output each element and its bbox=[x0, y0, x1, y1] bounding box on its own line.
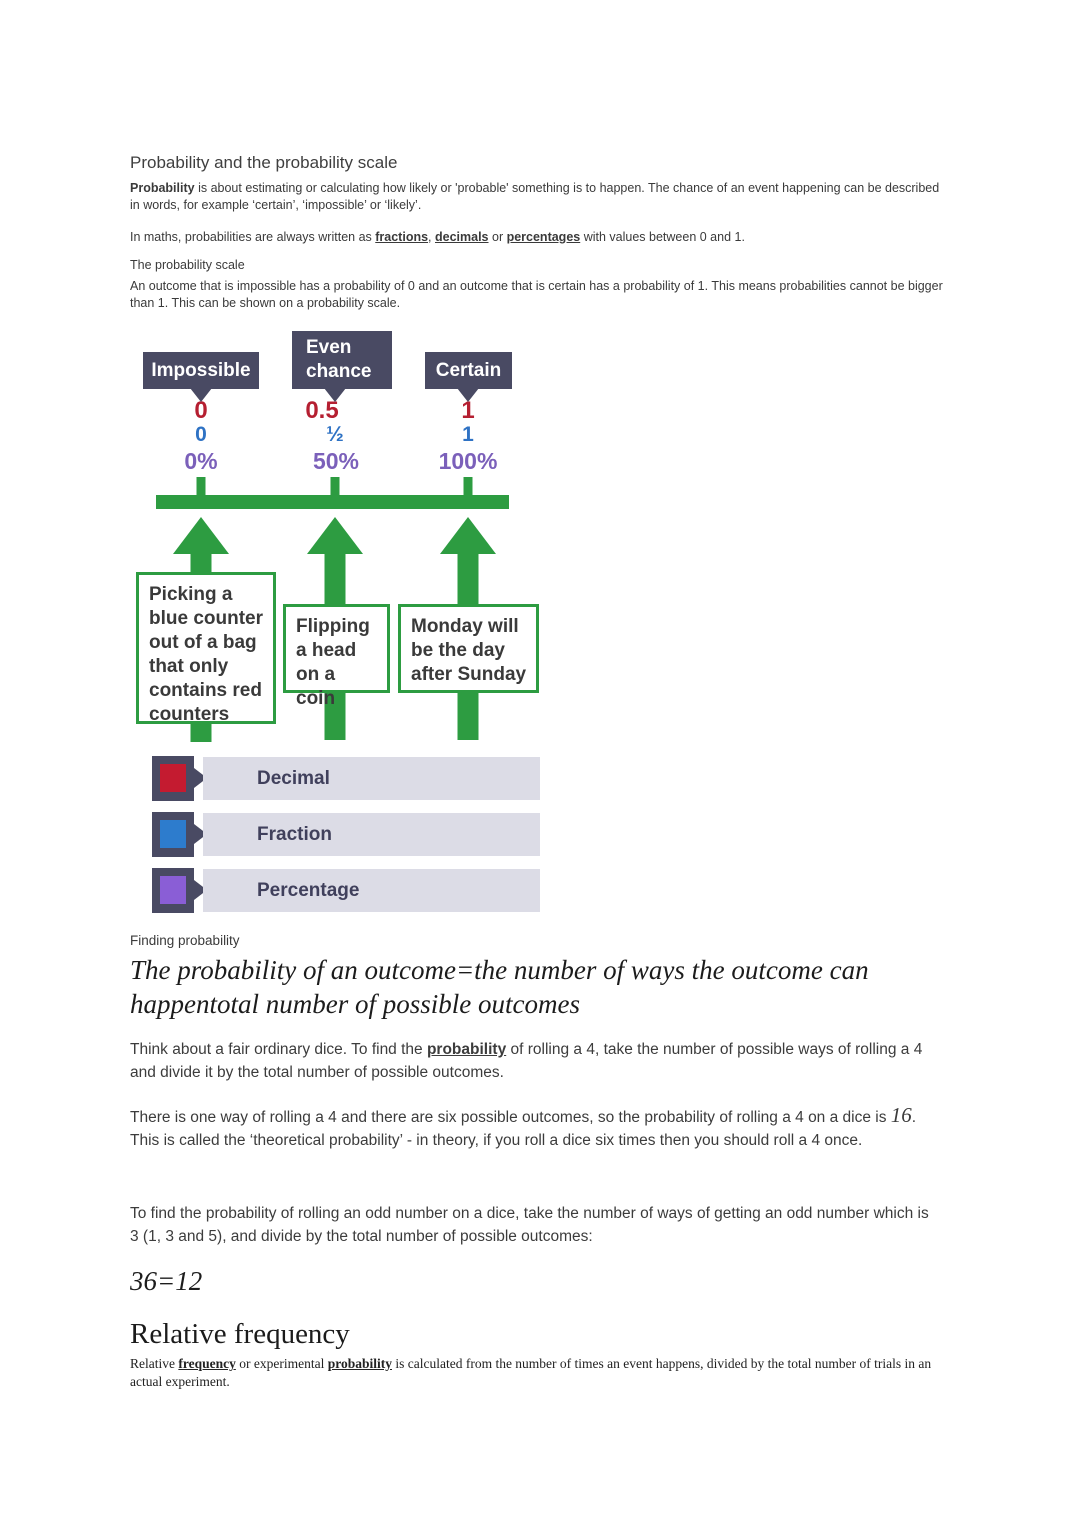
legend-bar bbox=[203, 813, 540, 856]
think-paragraph bbox=[130, 1038, 935, 1084]
decimals-link[interactable]: decimals bbox=[435, 230, 489, 244]
think-text: of rolling a 4, take the number of possible ways of rolling a 4 and divide it by the total number of possible outcomes. bbox=[130, 1041, 923, 1081]
scale-bar bbox=[156, 495, 509, 509]
odd-number-paragraph: To find the probability of rolling an odd number on a dice, take the number of ways of getting an odd number which is 3 (1, 3 and 5), and divide by the total number of possible outcomes: bbox=[130, 1205, 929, 1245]
percentages-link[interactable]: percentages bbox=[506, 230, 581, 244]
scale-tick bbox=[464, 477, 473, 497]
percentage-color-chip bbox=[160, 876, 186, 904]
written-as-paragraph bbox=[130, 229, 960, 246]
arrow-up-icon bbox=[440, 517, 496, 554]
relative-frequency-paragraph bbox=[130, 1355, 942, 1391]
probability-formula: The probability of an outcome=the number of ways the outcome can happentotal number of possible outcomes bbox=[130, 955, 869, 1019]
example-box-even-chance: Flipping a head on a coin bbox=[283, 604, 390, 693]
percentage-value: 100% bbox=[438, 448, 498, 474]
scale-tick bbox=[197, 477, 206, 497]
callout-tail-icon bbox=[457, 388, 479, 402]
callout-tail-icon bbox=[324, 388, 346, 402]
fraction-value: 1 bbox=[462, 423, 474, 446]
callout-even-chance: Even chance bbox=[292, 331, 392, 389]
relative-text: or experimental bbox=[235, 1356, 328, 1371]
example-box-impossible: Picking a blue counter out of a bag that only contains red counters bbox=[136, 572, 276, 724]
legend-bar bbox=[203, 869, 540, 912]
scale-paragraph: An outcome that is impossible has a probability of 0 and an outcome that is certain has a probability of 1. This means probabilities cannot be bigger than 1. This can be shown on a probability scale. bbox=[130, 279, 943, 310]
probability-link[interactable]: probability bbox=[426, 1041, 507, 1058]
legend-label-fraction: Fraction bbox=[257, 824, 332, 845]
think-text: Think about a fair ordinary dice. To find the bbox=[130, 1041, 427, 1058]
callout-impossible: Impossible bbox=[143, 352, 259, 389]
intro-text: is about estimating or calculating how likely or 'probable' something is to happen. The chance of an event happening can be described in words, for example ‘certain’, ‘impossible’ or ‘likely’. bbox=[130, 181, 940, 212]
written-as-text: or bbox=[488, 230, 507, 244]
intro-bold-word: Probability bbox=[130, 181, 195, 195]
example-box-certain: Monday will be the day after Sunday bbox=[398, 604, 539, 693]
page-title: Probability and the probability scale bbox=[130, 153, 398, 172]
fraction-value: 0 bbox=[195, 423, 207, 446]
fraction-equation: 36=12 bbox=[130, 1266, 203, 1296]
relative-text: is calculated from the number of times an event happens, divided by the total number of trials in an actual experiment. bbox=[130, 1356, 932, 1389]
relative-frequency-heading: Relative frequency bbox=[130, 1318, 350, 1350]
intro-paragraph bbox=[130, 180, 952, 214]
fraction-one-sixth: 16 bbox=[890, 1103, 912, 1127]
legend-bar bbox=[203, 757, 540, 800]
scale-subheading: The probability scale bbox=[130, 258, 245, 272]
decimal-value: 0.5 bbox=[305, 397, 339, 424]
one-way-text: There is one way of rolling a 4 and there are six possible outcomes, so the probability of rolling a 4 on a dice is bbox=[130, 1109, 891, 1126]
fraction-color-chip bbox=[160, 820, 186, 848]
callout-tail-icon bbox=[190, 388, 212, 402]
fractions-link[interactable]: fractions bbox=[375, 230, 429, 244]
percentage-value: 50% bbox=[312, 448, 360, 474]
legend-label-decimal: Decimal bbox=[257, 768, 330, 789]
decimal-value: 0 bbox=[194, 397, 208, 424]
frequency-link[interactable]: frequency bbox=[178, 1356, 236, 1371]
relative-text: Relative bbox=[130, 1356, 179, 1371]
one-way-text: . This is called the ‘theoretical probability’ - in theory, if you roll a dice six times then you should roll a 4 once. bbox=[130, 1109, 917, 1149]
decimal-color-chip bbox=[160, 764, 186, 792]
percentage-value: 0% bbox=[184, 448, 218, 474]
one-way-paragraph bbox=[130, 1104, 935, 1152]
finding-probability-heading: Finding probability bbox=[130, 933, 240, 948]
callout-certain: Certain bbox=[425, 352, 512, 389]
written-as-text: , bbox=[428, 230, 435, 244]
legend-label-percentage: Percentage bbox=[257, 880, 360, 901]
arrow-up-icon bbox=[307, 517, 363, 554]
scale-tick bbox=[331, 477, 340, 497]
decimal-value: 1 bbox=[461, 397, 475, 424]
written-as-text: with values between 0 and 1. bbox=[580, 230, 745, 244]
fraction-value: ½ bbox=[326, 423, 344, 446]
arrow-up-icon bbox=[173, 517, 229, 554]
probability-link[interactable]: probability bbox=[327, 1356, 392, 1371]
written-as-text: In maths, probabilities are always written as bbox=[130, 230, 376, 244]
